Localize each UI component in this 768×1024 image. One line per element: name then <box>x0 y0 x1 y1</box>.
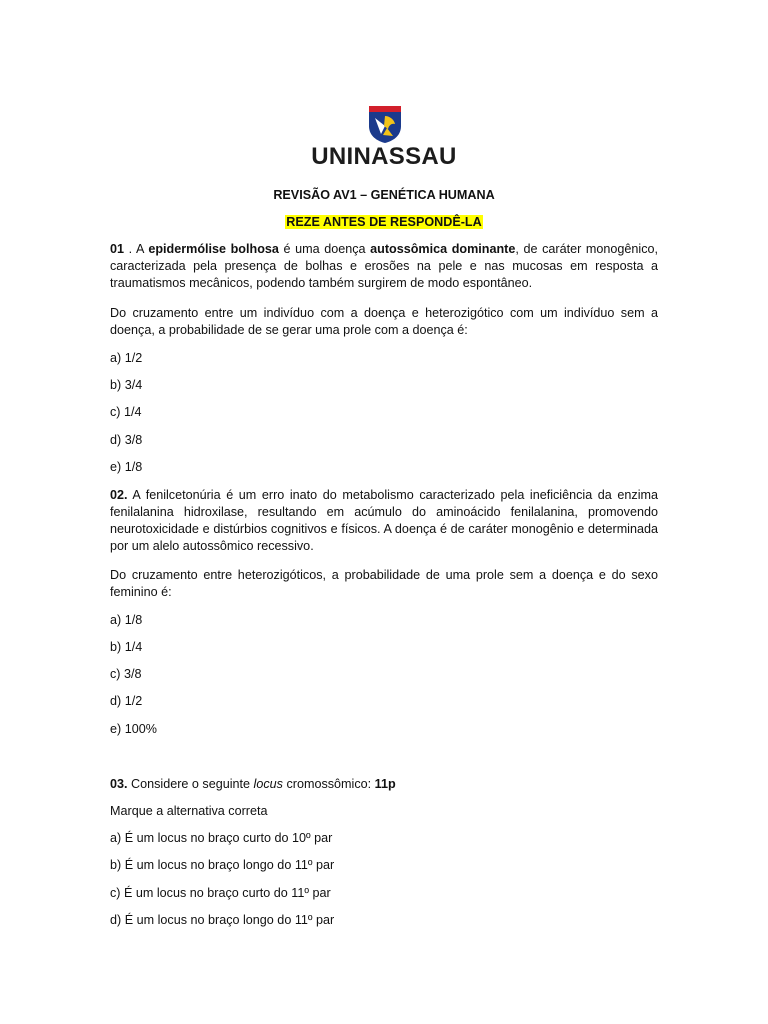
q1-text-part: . A <box>124 242 149 256</box>
highlighted-note-text: REZE ANTES DE RESPONDÊ-LA <box>286 215 482 229</box>
q3-question: Marque a alternativa correta <box>110 804 268 818</box>
q1-number: 01 <box>110 242 125 256</box>
q3-term-locus: locus <box>253 777 283 791</box>
q3-option-a: a) É um locus no braço curto do 10º par <box>110 831 333 845</box>
q1-text-part: , de caráter monogênico, caracterizada pela presença de bolhas e erosões na pele e nas mucosas em resposta a traumatismos mecânicos, podendo também surgirem de modo espontâneo. <box>110 242 658 290</box>
q1-question: Do cruzamento entre um indivíduo com a doença e heterozigótico com um indivíduo sem a doença, a probabilidade de se gerar uma prole com a doença é: <box>110 306 658 337</box>
q3-option-c: c) É um locus no braço curto do 11º par <box>110 886 331 900</box>
q1-option-c: c) 1/4 <box>110 405 142 419</box>
q3-statement <box>110 776 658 793</box>
q1-text-part: é uma doença <box>278 242 371 256</box>
q3-option-b: b) É um locus no braço longo do 11º par <box>110 858 335 872</box>
q1-option-e: e) 1/8 <box>110 460 143 474</box>
q2-text-part: A fenilcetonúria é um erro inato do metabolismo caracterizado pela ineficiência da enzima fenilalanina hidroxilase, resultando em acúmulo do aminoácido fenilalanina, promovendo neurotoxicidade e distúrbios cognitivos e físicos. A doença é de caráter monogênio e determinada por um alelo autossômico recessivo. <box>110 488 658 553</box>
q2-number: 02. <box>110 488 128 502</box>
q1-option-a: a) 1/2 <box>110 351 143 365</box>
q2-option-d: d) 1/2 <box>110 694 143 708</box>
q3-text-part: Considere o seguinte <box>127 777 254 791</box>
q3-term-11p: 11p <box>374 777 396 791</box>
q2-option-b: b) 1/4 <box>110 640 143 654</box>
q2-statement <box>110 487 658 555</box>
q3-option-d: d) É um locus no braço longo do 11º par <box>110 913 335 927</box>
highlighted-note <box>0 215 768 229</box>
q1-option-d: d) 3/8 <box>110 433 143 447</box>
q1-option-b: b) 3/4 <box>110 378 143 392</box>
uninassau-shield-icon <box>367 104 403 144</box>
q1-term-autossomica: autossômica dominante <box>370 242 516 256</box>
q3-number: 03. <box>110 777 128 791</box>
q2-option-a: a) 1/8 <box>110 613 143 627</box>
q2-option-c: c) 3/8 <box>110 667 142 681</box>
brand-logo-text: UNINASSAU <box>311 143 457 170</box>
q1-statement <box>110 241 658 292</box>
page-title: REVISÃO AV1 – GENÉTICA HUMANA <box>273 188 495 202</box>
q3-text-part: cromossômico: <box>282 777 375 791</box>
q1-term-epidermolise: epidermólise bolhosa <box>148 242 279 256</box>
q2-option-e: e) 100% <box>110 722 157 736</box>
q2-question: Do cruzamento entre heterozigóticos, a probabilidade de uma prole sem a doença e do sexo feminino é: <box>110 568 658 599</box>
